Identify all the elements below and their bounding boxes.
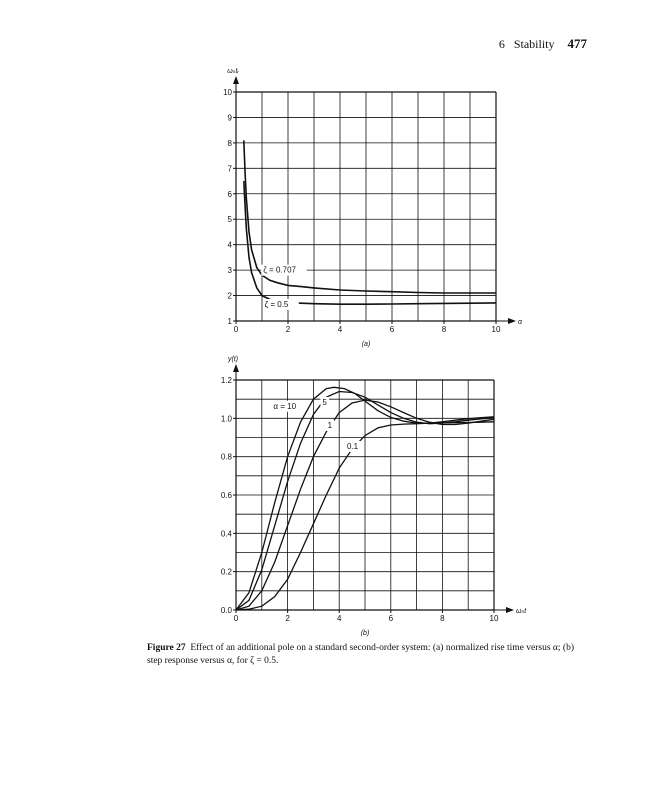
- y-tick-label: 7: [227, 164, 232, 174]
- y-tick-label: 2: [227, 291, 232, 301]
- y-tick-label: 0.4: [220, 529, 232, 539]
- y-axis-label: ωₙtᵣ: [227, 68, 239, 75]
- y-tick-label: 0.6: [220, 491, 232, 500]
- y-tick-label: 4: [227, 240, 232, 250]
- y-tick-label: 0.2: [220, 567, 232, 577]
- x-tick-label: 2: [285, 325, 291, 334]
- section-title: Stability: [513, 37, 555, 51]
- y-tick-label: 0.0: [220, 606, 232, 615]
- y-tick-label: 8: [227, 138, 232, 148]
- series-label: α = 10: [273, 401, 297, 411]
- y-tick-label: 3: [227, 266, 232, 276]
- y-tick-label: 6: [227, 189, 232, 199]
- x-tick-label: 0: [233, 325, 239, 334]
- y-axis-label: y(t): [227, 356, 239, 363]
- x-tick-label: 0: [233, 614, 239, 623]
- series-line-1: [244, 181, 496, 304]
- running-header: [499, 36, 587, 52]
- y-tick-label: 9: [227, 113, 232, 123]
- figure-label: Figure 27: [147, 643, 186, 653]
- chapter-number: 6: [498, 37, 505, 51]
- series-label: 5: [322, 397, 327, 407]
- series-label: 0.1: [346, 442, 359, 451]
- y-axis-arrow: [233, 364, 239, 372]
- panel-label: (b): [360, 630, 370, 637]
- x-tick-label: 4: [336, 614, 342, 623]
- x-tick-label: 10: [491, 325, 501, 334]
- y-tick-label: 1.0: [220, 414, 232, 424]
- y-tick-label: 1.2: [220, 376, 232, 385]
- x-tick-label: 8: [440, 614, 445, 623]
- y-tick-label: 1: [227, 317, 232, 326]
- x-axis-label: α: [518, 319, 522, 326]
- x-axis-label: ωₙt: [516, 608, 527, 615]
- series-label: 1: [327, 420, 333, 430]
- x-tick-label: 6: [389, 325, 395, 334]
- series-label: ζ = 0.5: [264, 300, 289, 310]
- y-axis-arrow: [233, 76, 239, 84]
- x-tick-label: 10: [489, 614, 499, 623]
- x-tick-label: 6: [388, 614, 394, 623]
- x-axis-arrow: [508, 318, 516, 324]
- x-tick-label: 2: [285, 614, 290, 623]
- series-label: ζ = 0.707: [263, 265, 296, 275]
- y-tick-label: 5: [227, 215, 232, 225]
- y-tick-label: 10: [223, 88, 232, 97]
- panel-label: (a): [361, 341, 371, 348]
- chart-step-response: [0, 350, 647, 640]
- x-tick-label: 4: [337, 325, 343, 334]
- figure-caption: [147, 642, 589, 668]
- figure-caption-text: Effect of an additional pole on a standard second-order system: (a) normalized rise time versus α; (b) step response versus α, for ζ = 0.5.: [147, 643, 574, 666]
- y-tick-label: 0.8: [220, 452, 232, 462]
- x-axis-arrow: [506, 607, 514, 613]
- page-number: 477: [567, 36, 587, 51]
- x-tick-label: 8: [441, 325, 447, 334]
